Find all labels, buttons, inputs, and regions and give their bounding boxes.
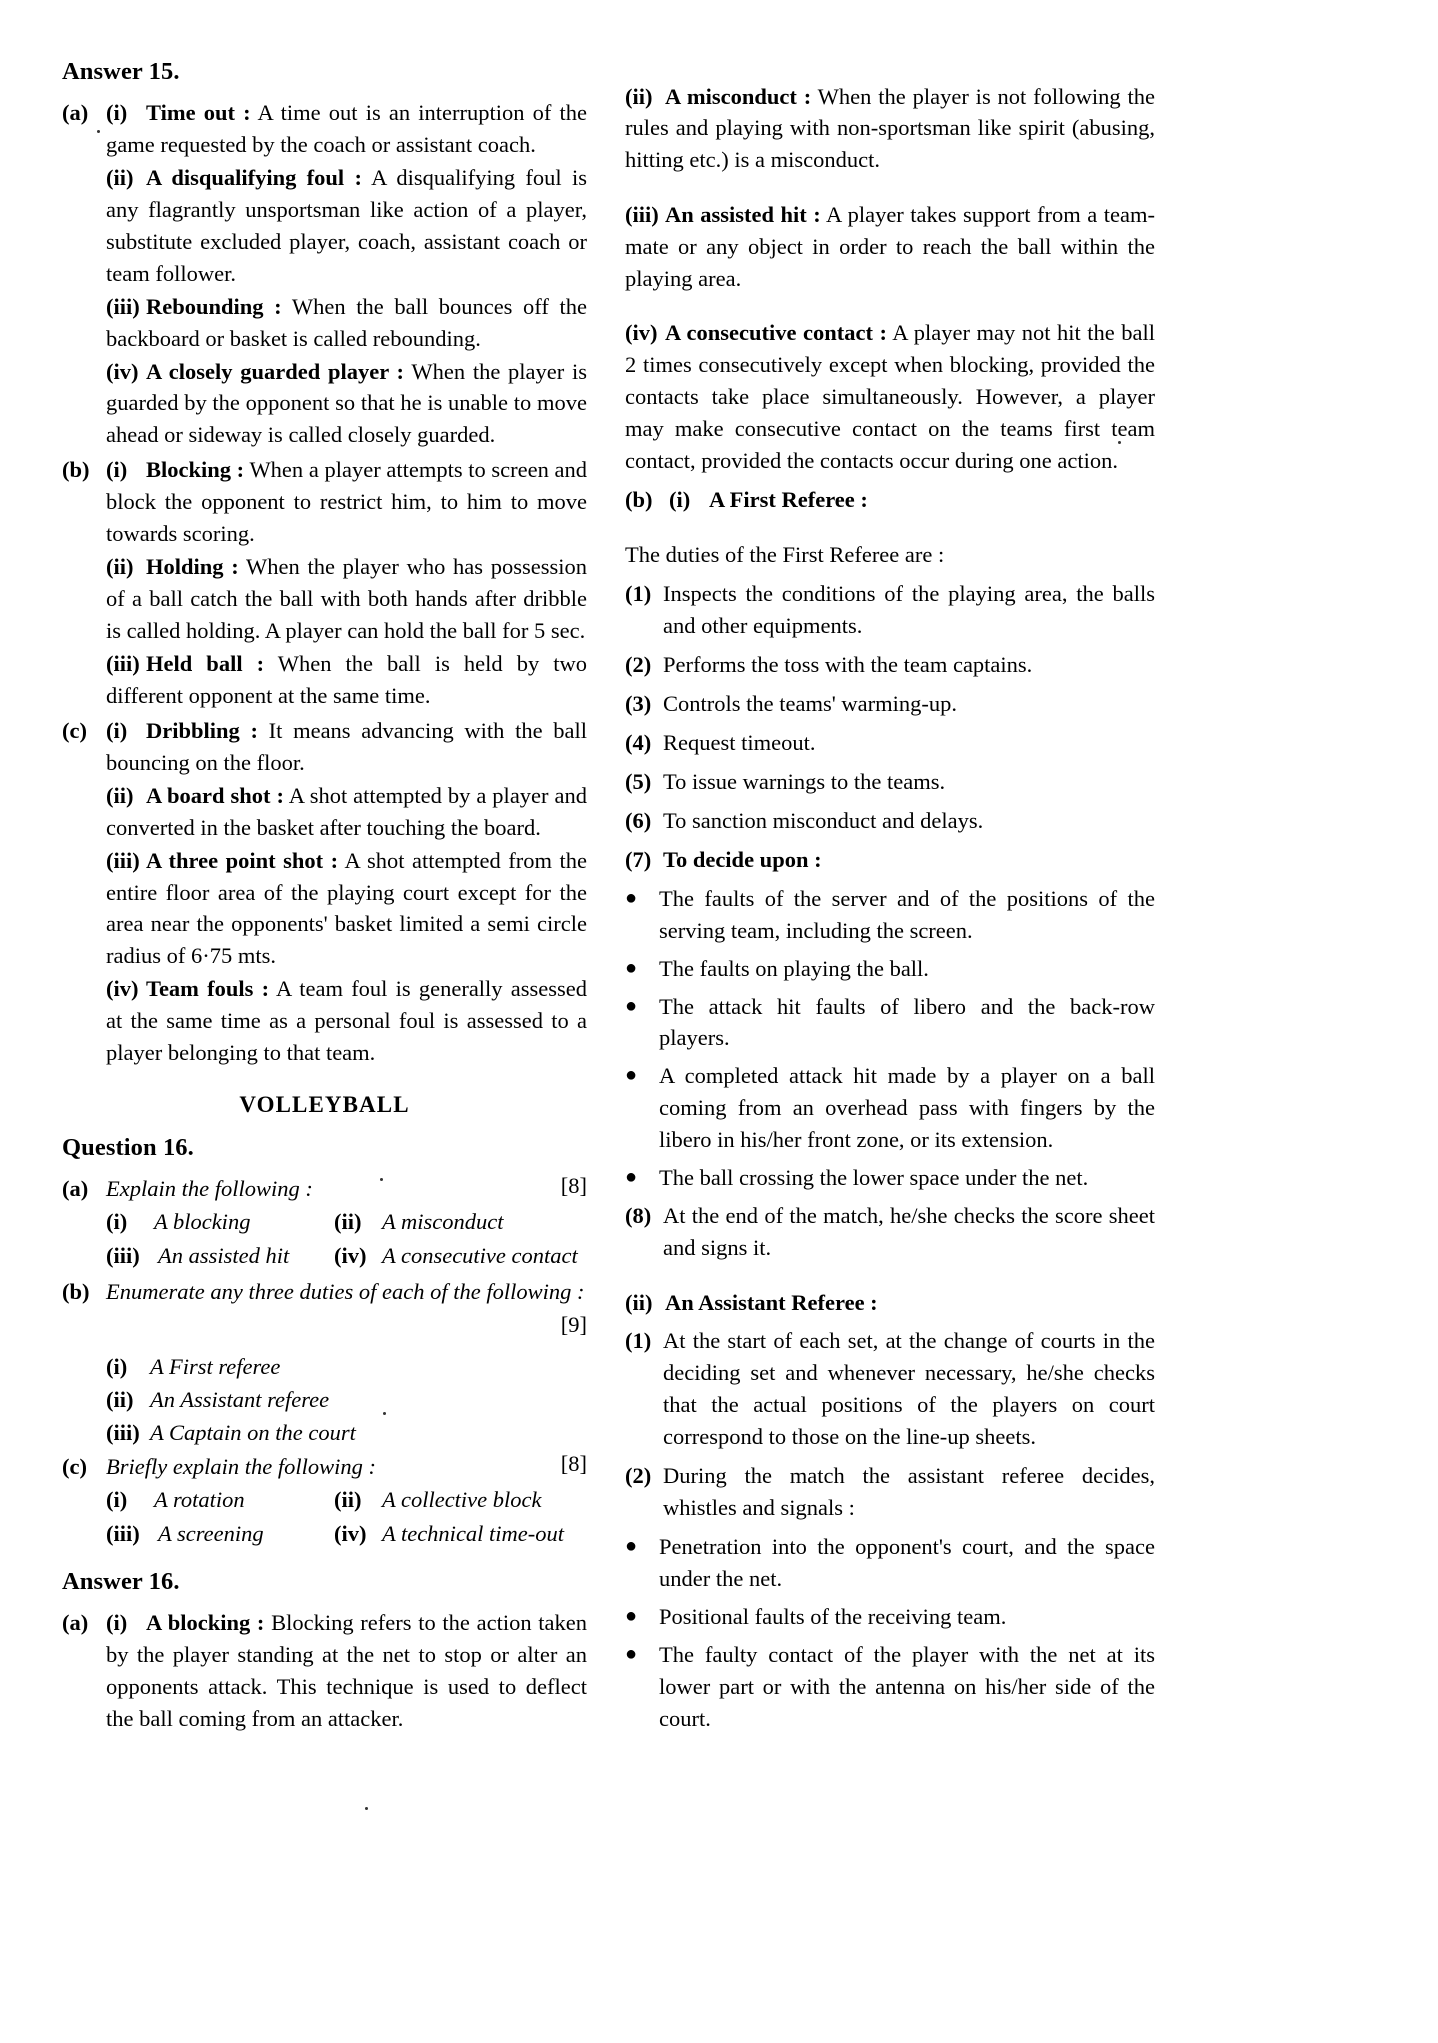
scan-artifact-dot: [383, 1412, 386, 1415]
duty-number-6: (6): [625, 807, 652, 833]
item-label-a-iii: Rebounding :: [146, 293, 282, 319]
duty-text-8: At the end of the match, he/she checks the score sheet and signs it.: [663, 1203, 1155, 1261]
item-b-iii: [106, 648, 587, 712]
answer15-part-b: [62, 454, 587, 713]
left-column: [62, 58, 587, 2023]
answer16-marker-b: (b): [625, 486, 653, 512]
q16-b-tag-i: (i): [106, 1353, 128, 1379]
right-text-a-iv: A player may not hit the ball 2 times consecutively except when blocking, provided the contacts take place simultaneously. However, a player may make consecutive contact on the teams first team contact, provided the contacts occur during one action.: [625, 320, 1156, 473]
answer-16-heading: Answer 16.: [62, 1568, 180, 1596]
item-tag-a-i: (i): [106, 100, 128, 125]
bullet-text-1: The faults of the server and of the positions of the serving team, including the screen.: [659, 885, 1155, 943]
duty-number-1: (1): [625, 581, 652, 607]
q16-c-pair-row-2: [106, 1518, 587, 1551]
first-referee-duty-2: [625, 649, 1155, 681]
answer15-part-c: [62, 715, 587, 1070]
part-marker-c: (c): [62, 717, 87, 743]
answer16-tag-a-i: (i): [106, 1610, 128, 1636]
item-text-a-iii: When the ball bounces off the backboard or basket is called rebounding.: [106, 293, 587, 351]
item-text-b-iii: When the ball is held by two different opponent at the same time.: [106, 650, 587, 708]
q16-c-value-iv: A technical time-out: [382, 1521, 565, 1547]
first-referee-bullet-1: [625, 883, 1155, 947]
assistant-bullet-text-2: Positional faults of the receiving team.: [659, 1603, 1007, 1629]
item-label-a-iv: A closely guarded player :: [146, 358, 405, 384]
right-text-a-iii: A player takes support from a team-mate or any object in order to reach the ball within the playing area.: [625, 201, 1155, 291]
q16-b-value-iii: A Captain on the court: [150, 1419, 356, 1445]
q16-a-value-iii: An assisted hit: [158, 1242, 290, 1268]
q16-b-marks: [9]: [560, 1311, 587, 1337]
assistant-duty-number-1: (1): [625, 1328, 652, 1354]
duty-text-1: Inspects the conditions of the playing area, the balls and other equipments.: [663, 581, 1155, 639]
right-item-a-ii: [625, 81, 1155, 177]
item-b-i: [106, 454, 587, 550]
first-referee-intro: The duties of the First Referee are :: [625, 542, 945, 568]
right-item-a-iv: [625, 317, 1155, 477]
q16-c-tag-ii: (ii): [334, 1487, 362, 1513]
duty-number-7: (7): [625, 846, 652, 872]
duty-number-3: (3): [625, 691, 652, 716]
bullet-dot-icon: ●: [625, 994, 638, 1017]
item-tag-a-iii: (iii): [106, 293, 140, 319]
duty-text-5: To issue warnings to the teams.: [663, 768, 946, 794]
duty-text-6: To sanction misconduct and delays.: [663, 807, 984, 833]
q16-part-c: [62, 1451, 587, 1552]
q16-a-marks: [8]: [560, 1173, 587, 1199]
q16-c-pair-row-1: [106, 1484, 587, 1517]
right-text-a-ii: When the player is not following the rules and playing with non-sportsman like spirit (abusing, hitting etc.) is a misconduct.: [625, 83, 1156, 173]
q16-a-stem: Explain the following :: [106, 1176, 313, 1202]
q16-part-b: [62, 1276, 587, 1450]
q16-a-value-ii: A misconduct: [382, 1209, 504, 1235]
item-a-iv: [106, 356, 587, 452]
duty-number-2: (2): [625, 652, 652, 678]
item-label-c-i: Dribbling :: [146, 717, 258, 743]
answer-15-heading: Answer 15.: [62, 58, 180, 85]
bullet-text-3: The attack hit faults of libero and the back-row players.: [659, 993, 1155, 1051]
right-tag-a-iv: (iv): [625, 320, 658, 346]
duty-number-8: (8): [625, 1203, 652, 1229]
answer16-label-a-i: A blocking :: [146, 1610, 265, 1636]
bullet-text-4: A completed attack hit made by a player on a ball coming from an overhead pass with fingers by the libero in his/her front zone, or its extension.: [659, 1063, 1155, 1153]
q16-b-stem: Enumerate any three duties of each of the following :: [106, 1278, 585, 1304]
first-referee-duty-7: [625, 844, 1155, 876]
q16-marker-b: (b): [62, 1278, 90, 1304]
q16-b-item-i: [106, 1351, 587, 1383]
assistant-referee-duty-1: [625, 1325, 1155, 1453]
item-tag-b-i: (i): [106, 457, 128, 483]
right-tag-a-iii: (iii): [625, 201, 659, 227]
q16-marker-a: (a): [62, 1176, 89, 1202]
q16-c-stem: Briefly explain the following :: [106, 1454, 376, 1480]
item-tag-c-ii: (ii): [106, 782, 134, 808]
bullet-dot-icon: ●: [625, 1535, 638, 1558]
q16-b-value-ii: An Assistant referee: [150, 1386, 330, 1412]
item-b-ii: [106, 551, 587, 647]
q16-a-tag-iii: (iii): [106, 1242, 140, 1268]
answer16-item-a-i: [106, 1607, 587, 1735]
answer16-marker-a: (a): [62, 1610, 89, 1636]
item-text-a-i: A time out is an interruption of the game requested by the coach or assistant coach.: [106, 100, 587, 157]
q16-c-marks: [8]: [560, 1451, 587, 1477]
item-text-b-i: When a player attempts to screen and block the opponent to restrict him, to him to move towards scoring.: [106, 457, 587, 547]
item-a-i: [106, 97, 587, 161]
assistant-bullet-text-3: The faulty contact of the player with the net at its lower part or with the antenna on his/her side of the court.: [659, 1641, 1155, 1731]
assistant-duty-text-2: During the match the assistant referee decides, whistles and signals :: [663, 1463, 1155, 1521]
q16-b-item-iii: [106, 1417, 587, 1449]
first-referee-bullet-4: [625, 1060, 1155, 1156]
item-text-c-iii: A shot attempted from the entire floor area of the playing court except for the area near the opponents' basket limited a semi circle radius of 6·75 mts.: [106, 847, 588, 969]
first-referee-duty-3: [625, 688, 1155, 720]
assistant-referee-duty-2: [625, 1460, 1155, 1524]
scan-artifact-dot: [380, 1178, 383, 1181]
assistant-bullet-text-1: Penetration into the opponent's court, and the space under the net.: [659, 1534, 1155, 1591]
item-text-c-ii: A shot attempted by a player and converted in the basket after touching the board.: [106, 782, 587, 840]
item-c-i: [106, 715, 587, 779]
q16-b-item-ii: [106, 1384, 587, 1416]
item-a-iii: [106, 291, 587, 355]
first-referee-bullet-3: [625, 991, 1155, 1055]
q16-c-value-iii: A screening: [158, 1521, 264, 1547]
item-tag-b-ii: (ii): [106, 554, 134, 580]
duty-text-3: Controls the teams' warming-up.: [663, 691, 958, 716]
scan-artifact-dot: [97, 130, 100, 133]
duty-text-7: To decide upon :: [663, 846, 822, 872]
item-c-iii: [106, 845, 587, 973]
item-text-c-iv: A team foul is generally assessed at the same time as a personal foul is assessed to a player belonging to that team.: [106, 976, 587, 1066]
item-label-b-iii: Held ball :: [146, 650, 265, 676]
bullet-dot-icon: ●: [625, 1642, 638, 1665]
bullet-dot-icon: ●: [625, 1064, 638, 1087]
first-referee-title: [669, 484, 1155, 516]
q16-a-tag-ii: (ii): [334, 1209, 362, 1235]
q16-marker-c: (c): [62, 1454, 87, 1480]
assistant-duty-number-2: (2): [625, 1463, 652, 1489]
assistant-referee-title: [625, 1287, 1155, 1319]
first-referee-duty-8: [625, 1200, 1155, 1264]
item-tag-c-i: (i): [106, 717, 128, 743]
bullet-dot-icon: ●: [625, 886, 638, 909]
item-c-iv: [106, 973, 587, 1069]
duty-text-2: Performs the toss with the team captains.: [663, 652, 1033, 678]
answer16-part-a: [62, 1607, 587, 1736]
first-referee-duty-5: [625, 766, 1155, 798]
assistant-referee-bullet-2: [625, 1601, 1155, 1633]
assistant-duty-text-1: At the start of each set, at the change of courts in the deciding set and whenever necessary, he/she checks that the actual positions of the players on court correspond to those on the line-up sheets.: [663, 1328, 1155, 1450]
q16-a-pair-row-2: [106, 1240, 587, 1273]
assistant-referee-bullet-3: [625, 1639, 1155, 1735]
item-tag-c-iii: (iii): [106, 847, 140, 873]
duty-number-5: (5): [625, 768, 652, 794]
right-item-a-iii: [625, 199, 1155, 295]
q16-c-value-i: A rotation: [154, 1487, 245, 1513]
item-tag-a-iv: (iv): [106, 358, 139, 384]
duty-number-4: (4): [625, 729, 652, 755]
assistant-referee-tag: (ii): [625, 1289, 653, 1315]
item-label-c-iii: A three point shot :: [146, 847, 339, 873]
right-label-a-iii: An assisted hit :: [665, 201, 821, 227]
item-label-c-iv: Team fouls :: [146, 976, 270, 1002]
q16-a-value-i: A blocking: [154, 1209, 251, 1235]
q16-c-value-ii: A collective block: [382, 1487, 542, 1513]
item-label-c-ii: A board shot :: [146, 782, 284, 808]
right-label-a-ii: A misconduct :: [665, 83, 812, 109]
q16-a-pair-row-1: [106, 1206, 587, 1239]
item-label-b-ii: Holding :: [146, 554, 239, 580]
q16-c-tag-i: (i): [106, 1487, 128, 1513]
first-referee-bullet-2: [625, 953, 1155, 985]
scan-artifact-dot: [1118, 441, 1121, 444]
item-label-b-i: Blocking :: [146, 457, 245, 483]
item-text-a-iv: When the player is guarded by the opponent so that he is unable to move ahead or sideway is called closely guarded.: [106, 358, 588, 448]
duty-text-4: Request timeout.: [663, 729, 816, 755]
q16-b-tag-ii: (ii): [106, 1386, 134, 1412]
item-tag-b-iii: (iii): [106, 650, 140, 676]
bullet-dot-icon: ●: [625, 1166, 638, 1189]
question-16-heading: Question 16.: [62, 1134, 194, 1162]
q16-part-a: [62, 1173, 587, 1274]
q16-a-tag-iv: (iv): [334, 1242, 367, 1268]
item-label-a-i: Time out :: [146, 100, 251, 125]
item-a-ii: [106, 162, 587, 290]
bullet-dot-icon: ●: [625, 956, 638, 979]
assistant-referee-label: An Assistant Referee :: [665, 1289, 878, 1315]
first-referee-label: A First Referee :: [709, 486, 868, 512]
first-referee-duty-1: [625, 578, 1155, 642]
right-column: [625, 58, 1155, 2023]
q16-c-tag-iv: (iv): [334, 1521, 367, 1547]
part-marker-b: (b): [62, 457, 90, 483]
q16-b-value-i: A First referee: [150, 1353, 281, 1379]
assistant-referee-bullet-1: [625, 1531, 1155, 1595]
bullet-text-5: The ball crossing the lower space under the net.: [659, 1165, 1089, 1191]
bullet-dot-icon: ●: [625, 1604, 638, 1627]
answer15-part-a: [62, 97, 587, 452]
q16-a-value-iv: A consecutive contact: [382, 1242, 578, 1268]
right-label-a-iv: A consecutive contact :: [665, 320, 887, 346]
q16-a-tag-i: (i): [106, 1209, 128, 1235]
volleyball-section-heading: VOLLEYBALL: [239, 1092, 410, 1118]
scan-artifact-dot: [365, 1807, 368, 1810]
part-marker-a: (a): [62, 100, 89, 125]
bullet-text-2: The faults on playing the ball.: [659, 955, 929, 981]
first-referee-bullet-5: [625, 1162, 1155, 1194]
right-tag-a-ii: (ii): [625, 83, 653, 109]
q16-b-tag-iii: (iii): [106, 1419, 140, 1445]
item-text-b-ii: When the player who has possession of a ball catch the ball with both hands after dribble is called holding. A player can hold the ball for 5 sec.: [106, 554, 587, 643]
answer16-part-b: [625, 484, 1155, 517]
answer16-text-a-i: Blocking refers to the action taken by the player standing at the net to stop or alter an opponents attack. This technique is used to deflect the ball coming from an attacker.: [106, 1610, 587, 1731]
item-text-c-i: It means advancing with the ball bouncing on the floor.: [106, 717, 587, 775]
first-referee-duty-4: [625, 727, 1155, 759]
item-tag-c-iv: (iv): [106, 976, 139, 1002]
item-c-ii: [106, 780, 587, 844]
first-referee-tag: (i): [669, 486, 691, 512]
item-text-a-ii: A disqualifying foul is any flagrantly unsportsman like action of a player, substitute excluded player, coach, assistant coach or team follower.: [106, 164, 587, 286]
first-referee-duty-6: [625, 805, 1155, 837]
item-tag-a-ii: (ii): [106, 164, 134, 190]
item-label-a-ii: A disqualifying foul :: [146, 164, 362, 190]
q16-c-tag-iii: (iii): [106, 1521, 140, 1547]
